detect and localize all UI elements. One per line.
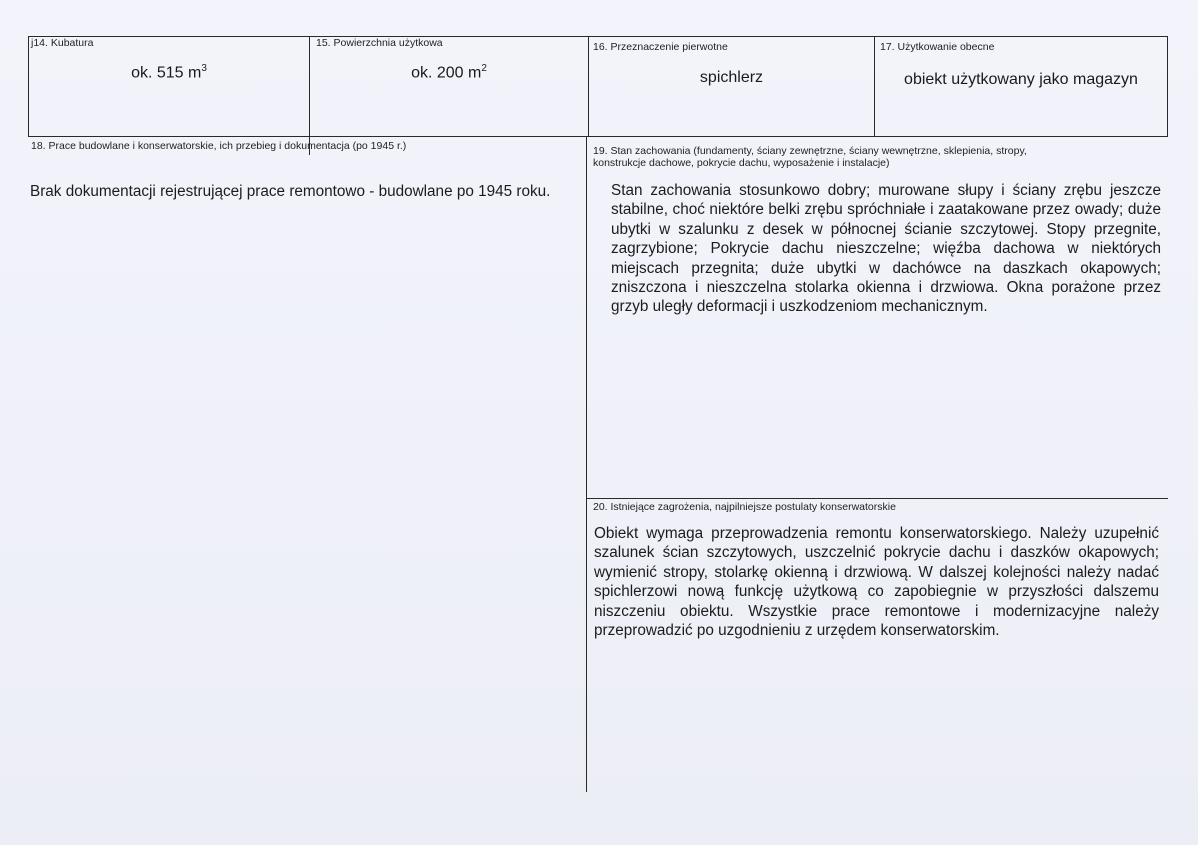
section-19-label-line1: 19. Stan zachowania (fundamenty, ściany zewnętrzne, ściany wewnętrzne, sklepienia, stropy, [593, 145, 1027, 157]
section20-top-border [586, 498, 1168, 499]
section-20-label: 20. Istniejące zagrożenia, najpilniejsze postulaty konserwatorskie [593, 501, 896, 513]
field-14-label: j14. Kubatura [31, 37, 94, 49]
field-17-label: 17. Użytkowanie obecne [880, 41, 995, 53]
field-15-value: ok. 200 $m^2$ [411, 63, 487, 82]
section-19-label-line2: konstrukcje dachowe, pokrycie dachu, wyposażenie i instalacje) [593, 157, 890, 169]
top-border [28, 36, 1168, 37]
section-20-text: Obiekt wymaga przeprowadzenia remontu konserwatorskiego. Należy uzupełnić szalunek ścian szczytowych, uszczelnić pokrycie dachu i daszków okapowych; wymienić stropy, stolarkę okienną i drzwiową. W dalszej kolejności należy nadać spichlerzowi nową funkcję użytkową co zapobiegnie w przyszłości dalszemu niszczeniu obiektu. Wszystkie prace remontowe i modernizacyjne należy przeprowadzić po uzgodnieniu z urzędem konserwatorskim. [594, 525, 1159, 640]
section-18-text: Brak dokumentacji rejestrującej prace remontowo - budowlane po 1945 roku. [30, 183, 551, 200]
header-row-border [28, 136, 1168, 137]
left-border [28, 36, 29, 137]
main-column-divider [586, 136, 587, 792]
field-16-value: spichlerz [699, 69, 764, 86]
right-border [1167, 36, 1168, 137]
divider-14-15 [309, 36, 310, 155]
field-14-value: ok. 515 $m^3$ [131, 63, 207, 82]
field-17-value: obiekt użytkowany jako magazyn [904, 71, 1138, 88]
section-18-label: 18. Prace budowlane i konserwatorskie, ich przebieg i dokumentacja (po 1945 r.) [31, 140, 407, 152]
section-19-text: Stan zachowania stosunkowo dobry; murowane słupy i ściany zrębu jeszcze stabilne, choć niektóre belki zrębu spróchniałe i zaatakowane przez owady; duże ubytki w szalunku z desek w północnej ścianie szczytowej. Stopy przegnite, zagrzybione; Pokrycie dachu nieszczelne; więźba dachowa w niektórych miejscach przegnita; duże ubytki w dachówce na daszkach okapowych; zniszczona i nieszczelna stolarka okienna i drzwiowa. Okna porażone przez grzyb uległy deformacji i uszkodzeniom mechanicznym. [611, 182, 1161, 316]
field-16-label: 16. Przeznaczenie pierwotne [593, 41, 728, 53]
field-15-label: 15. Powierzchnia użytkowa [316, 37, 443, 49]
